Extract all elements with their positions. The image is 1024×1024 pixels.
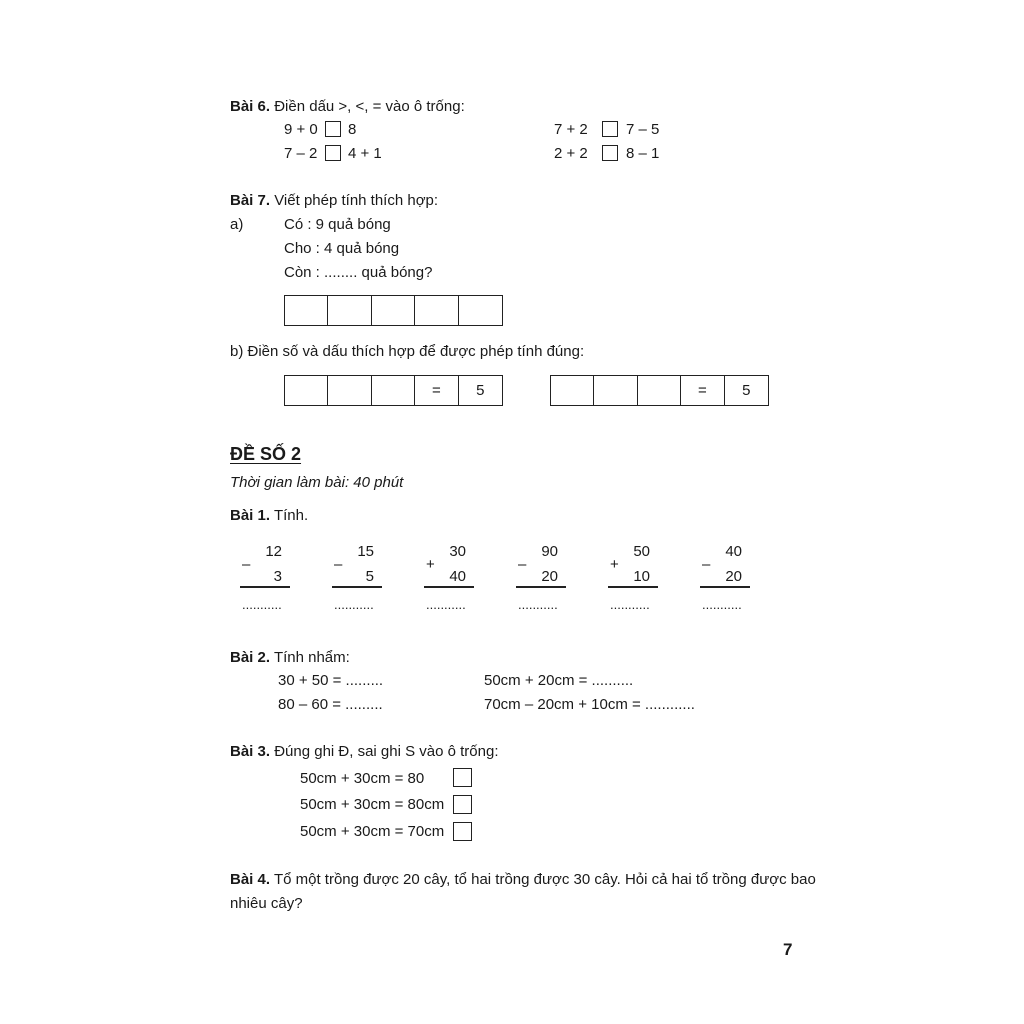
bai3-item-1: 50cm + 30cm = 80 — [300, 770, 425, 787]
result-line — [700, 586, 750, 588]
operand-bottom: 5 — [365, 568, 374, 585]
answer-cell[interactable] — [459, 296, 502, 325]
operator-sign: – — [518, 556, 527, 573]
result-cell: 5 — [742, 382, 751, 399]
bai4-label: Bài 4. — [230, 871, 271, 888]
bai1-heading — [230, 508, 308, 523]
bai6-item-1-left: 9 + 0 — [284, 121, 318, 138]
bai6-item-4-right: 8 – 1 — [626, 145, 660, 162]
operand-top: 15 — [357, 543, 374, 560]
bai2-item-2: 50cm + 20cm = .......... — [484, 672, 634, 689]
bai2-item-3: 80 – 60 = ......... — [278, 696, 383, 713]
operand-top: 12 — [265, 543, 282, 560]
operand-bottom: 20 — [725, 568, 742, 585]
answer-blank[interactable]: ........... — [242, 597, 282, 612]
bai3-item-3: 50cm + 30cm = 70cm — [300, 823, 445, 840]
operand-bottom: 10 — [633, 568, 650, 585]
bai3-label: Bài 3. — [230, 743, 271, 760]
result-cell: 5 — [476, 382, 485, 399]
bai2-heading — [230, 650, 350, 665]
vertical-operation — [332, 543, 382, 603]
result-line — [608, 586, 658, 588]
answer-cell[interactable] — [372, 296, 415, 325]
bai1-title: Tính. — [273, 507, 309, 524]
operator-sign: – — [242, 556, 251, 573]
bai7-b-title: b) Điền số và dấu thích hợp để được phép tính đúng: — [230, 343, 585, 360]
bai6-item-2-left: 7 + 2 — [554, 121, 588, 138]
operand-top: 30 — [449, 543, 466, 560]
bai6-label: Bài 6. — [230, 98, 271, 115]
bai4-line-1 — [230, 872, 816, 887]
answer-blank[interactable]: ........... — [334, 597, 374, 612]
bai7-a-line-3: Còn : ........ quả bóng? — [284, 264, 433, 281]
bai7-b-grid-2 — [550, 375, 769, 406]
exam-time: Thời gian làm bài: 40 phút — [230, 474, 404, 491]
operand-top: 40 — [725, 543, 742, 560]
answer-cell[interactable] — [328, 296, 371, 325]
answer-cell[interactable] — [594, 376, 637, 405]
bai4-line-2: nhiêu cây? — [230, 895, 303, 912]
bai3-item-2-answer-box[interactable] — [453, 795, 472, 814]
bai6-item-1-answer-box[interactable] — [325, 121, 341, 137]
bai6-item-4-answer-box[interactable] — [602, 145, 618, 161]
bai6-heading — [230, 99, 465, 114]
bai7-a-line-2: Cho : 4 quả bóng — [284, 240, 400, 257]
bai6-item-2-answer-box[interactable] — [602, 121, 618, 137]
bai7-b-grid-1 — [284, 375, 503, 406]
answer-cell[interactable] — [372, 376, 415, 405]
equals-cell: = — [415, 376, 458, 405]
operator-sign: + — [610, 556, 619, 573]
bai3-heading — [230, 744, 499, 759]
vertical-operation — [516, 543, 566, 603]
answer-blank[interactable]: ........... — [518, 597, 558, 612]
operand-bottom: 20 — [541, 568, 558, 585]
bai6-item-2-right: 7 – 5 — [626, 121, 660, 138]
operator-sign: + — [426, 556, 435, 573]
result-line — [332, 586, 382, 588]
bai7-label: Bài 7. — [230, 192, 271, 209]
vertical-operation — [608, 543, 658, 603]
bai3-item-3-answer-box[interactable] — [453, 822, 472, 841]
bai6-item-3-right: 4 + 1 — [348, 145, 382, 162]
answer-blank[interactable]: ........... — [702, 597, 742, 612]
answer-cell[interactable] — [285, 296, 328, 325]
answer-cell[interactable] — [328, 376, 371, 405]
bai6-item-4-left: 2 + 2 — [554, 145, 588, 162]
bai3-item-1-answer-box[interactable] — [453, 768, 472, 787]
operator-sign: – — [334, 556, 343, 573]
operand-bottom: 40 — [449, 568, 466, 585]
vertical-operation — [424, 543, 474, 603]
answer-cell[interactable] — [638, 376, 681, 405]
bai7-a-line-1: Có : 9 quả bóng — [284, 216, 391, 233]
operand-bottom: 3 — [273, 568, 282, 585]
equals-cell: = — [681, 376, 724, 405]
operand-top: 50 — [633, 543, 650, 560]
bai6-title: Điền dấu >, <, = vào ô trống: — [274, 98, 465, 115]
answer-blank[interactable]: ........... — [610, 597, 650, 612]
exam-title: ĐỀ SỐ 2 — [230, 444, 302, 464]
answer-cell[interactable] — [415, 296, 458, 325]
bai7-a-answer-grid — [284, 295, 503, 326]
answer-blank[interactable]: ........... — [426, 597, 466, 612]
bai6-item-1-right: 8 — [348, 121, 357, 138]
bai4-text-1: Tổ một trồng được 20 cây, tổ hai trồng được 30 cây. Hỏi cả hai tổ trồng được bao — [273, 871, 816, 888]
bai1-label: Bài 1. — [230, 507, 271, 524]
bai7-heading — [230, 193, 438, 208]
bai7-title: Viết phép tính thích hợp: — [274, 192, 439, 209]
answer-cell[interactable] — [285, 376, 328, 405]
bai2-item-4: 70cm – 20cm + 10cm = ............ — [484, 696, 695, 713]
bai2-item-1: 30 + 50 = ......... — [278, 672, 384, 689]
bai2-title: Tính nhẩm: — [273, 649, 350, 666]
result-line — [516, 586, 566, 588]
bai7-a-label: a) — [230, 216, 244, 233]
vertical-operation — [240, 543, 290, 603]
page-number: 7 — [783, 940, 793, 959]
operand-top: 90 — [541, 543, 558, 560]
vertical-operation — [700, 543, 750, 603]
result-line — [240, 586, 290, 588]
bai3-title: Đúng ghi Đ, sai ghi S vào ô trống: — [274, 743, 499, 760]
answer-cell[interactable] — [551, 376, 594, 405]
bai6-item-3-answer-box[interactable] — [325, 145, 341, 161]
bai2-label: Bài 2. — [230, 649, 271, 666]
result-line — [424, 586, 474, 588]
bai3-item-2: 50cm + 30cm = 80cm — [300, 796, 445, 813]
operator-sign: – — [702, 556, 711, 573]
bai6-item-3-left: 7 – 2 — [284, 145, 318, 162]
